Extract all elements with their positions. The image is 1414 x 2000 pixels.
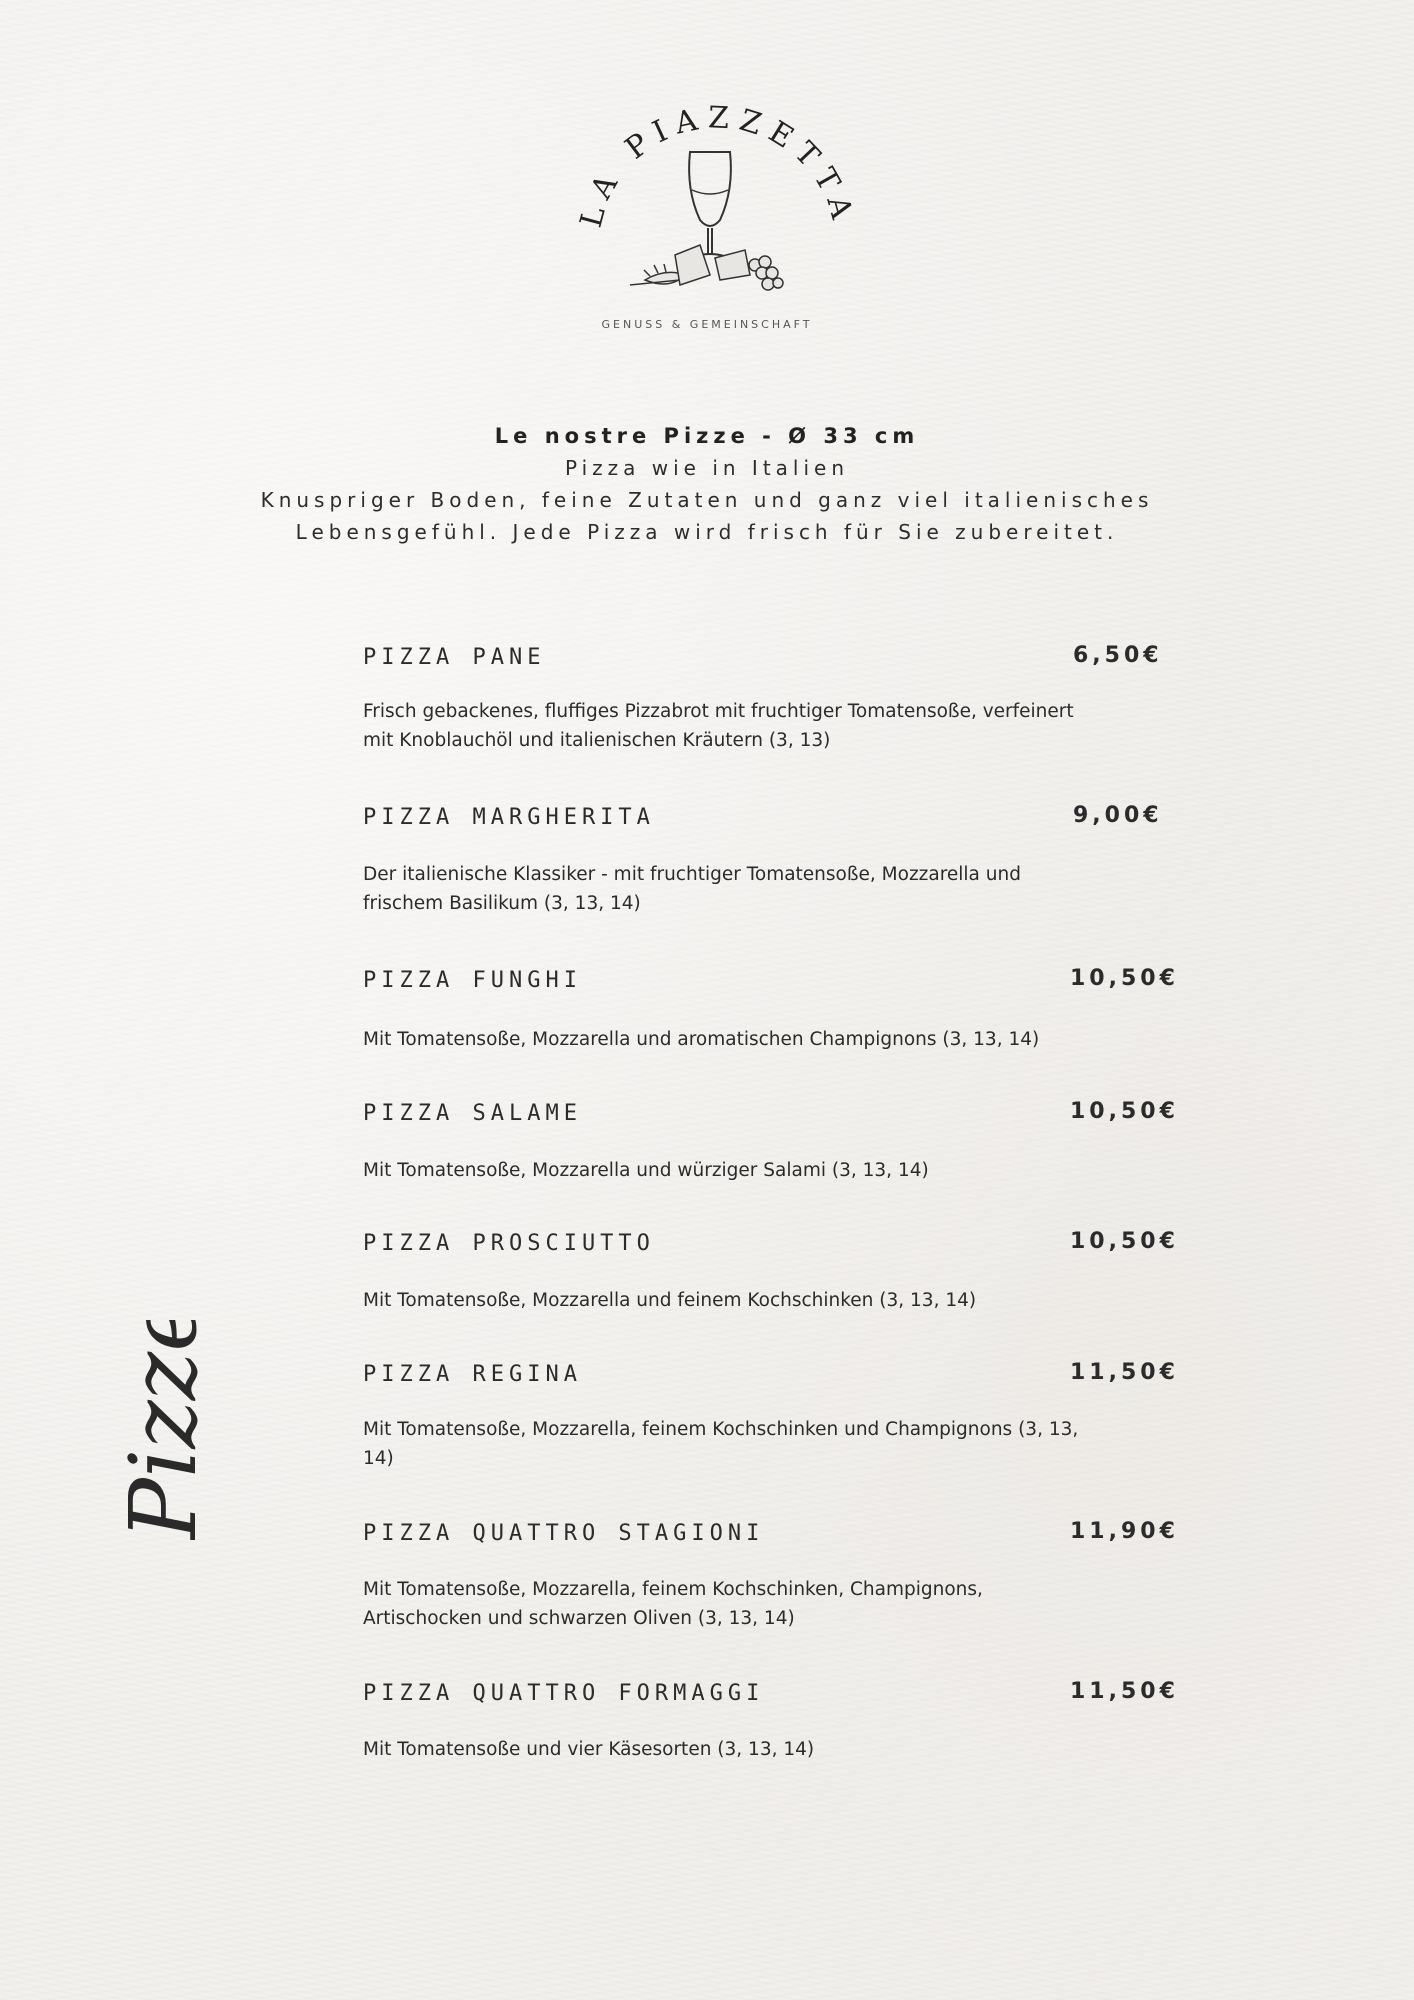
menu-item-name: PIZZA SALAME — [363, 1101, 582, 1126]
intro-subtitle: Pizza wie in Italien — [564, 456, 850, 480]
menu-item-description: Frisch gebackenes, fluffiges Pizzabrot mit fruchtiger Tomatensoße, verfeinert mit Knoblauchöl und italienischen Kräutern (3, 13) — [363, 701, 1074, 751]
menu-item-name: PIZZA REGINA — [363, 1362, 582, 1387]
menu-item-description: Mit Tomatensoße, Mozzarella, feinem Kochschinken und Champignons (3, 13, 14) — [363, 1419, 1079, 1469]
intro-title: Le nostre Pizze - Ø 33 cm — [494, 424, 920, 448]
intro-line-1: Knuspriger Boden, feine Zutaten und ganz viel italienisches — [260, 488, 1154, 512]
intro-block — [0, 420, 1414, 548]
menu-item-price: 10,50€ — [1070, 966, 1179, 991]
intro-line-2: Lebensgefühl. Jede Pizza wird frisch für Sie zubereitet. — [295, 520, 1119, 544]
menu-item-price: 11,50€ — [1070, 1679, 1179, 1704]
brand-logo — [550, 80, 880, 340]
menu-item-description: Mit Tomatensoße, Mozzarella und aromatischen Champignons (3, 13, 14) — [363, 1029, 1040, 1050]
menu-item-name: PIZZA QUATTRO FORMAGGI — [363, 1681, 765, 1706]
section-label-pizze — [85, 1320, 225, 1540]
menu-item-price: 11,50€ — [1070, 1360, 1179, 1385]
menu-item-description: Mit Tomatensoße, Mozzarella, feinem Kochschinken, Champignons, Artischocken und schwarzen Oliven (3, 13, 14) — [363, 1579, 983, 1629]
menu-item-price: 10,50€ — [1070, 1099, 1179, 1124]
menu-item-price: 10,50€ — [1070, 1229, 1179, 1254]
menu-item-description: Mit Tomatensoße, Mozzarella und feinem Kochschinken (3, 13, 14) — [363, 1290, 977, 1311]
brand-name-arc — [574, 100, 862, 231]
menu-item-name: PIZZA PANE — [363, 645, 546, 670]
menu-item-description: Mit Tomatensoße und vier Käsesorten (3, 13, 14) — [363, 1739, 815, 1760]
menu-item-price: 11,90€ — [1070, 1519, 1179, 1544]
menu-item-description: Mit Tomatensoße, Mozzarella und würziger Salami (3, 13, 14) — [363, 1160, 929, 1181]
menu-item-description: Der italienische Klassiker - mit fruchtiger Tomatensoße, Mozzarella und frischem Basilikum (3, 13, 14) — [363, 864, 1021, 914]
brand-name: LA PIAZZETTA — [573, 100, 862, 232]
section-label-text: Pizze — [110, 1320, 217, 1540]
wine-glass-icon — [689, 152, 731, 258]
menu-item-name: PIZZA PROSCIUTTO — [363, 1231, 655, 1256]
menu-item-name: PIZZA MARGHERITA — [363, 805, 655, 830]
menu-item-name: PIZZA QUATTRO STAGIONI — [363, 1521, 765, 1546]
food-illustration-icon — [630, 245, 783, 290]
menu-item-price: 6,50€ — [1073, 643, 1163, 668]
menu-item-name: PIZZA FUNGHI — [363, 968, 582, 993]
brand-tagline: GENUSS & GEMEINSCHAFT — [601, 318, 813, 331]
menu-item-price: 9,00€ — [1073, 803, 1163, 828]
